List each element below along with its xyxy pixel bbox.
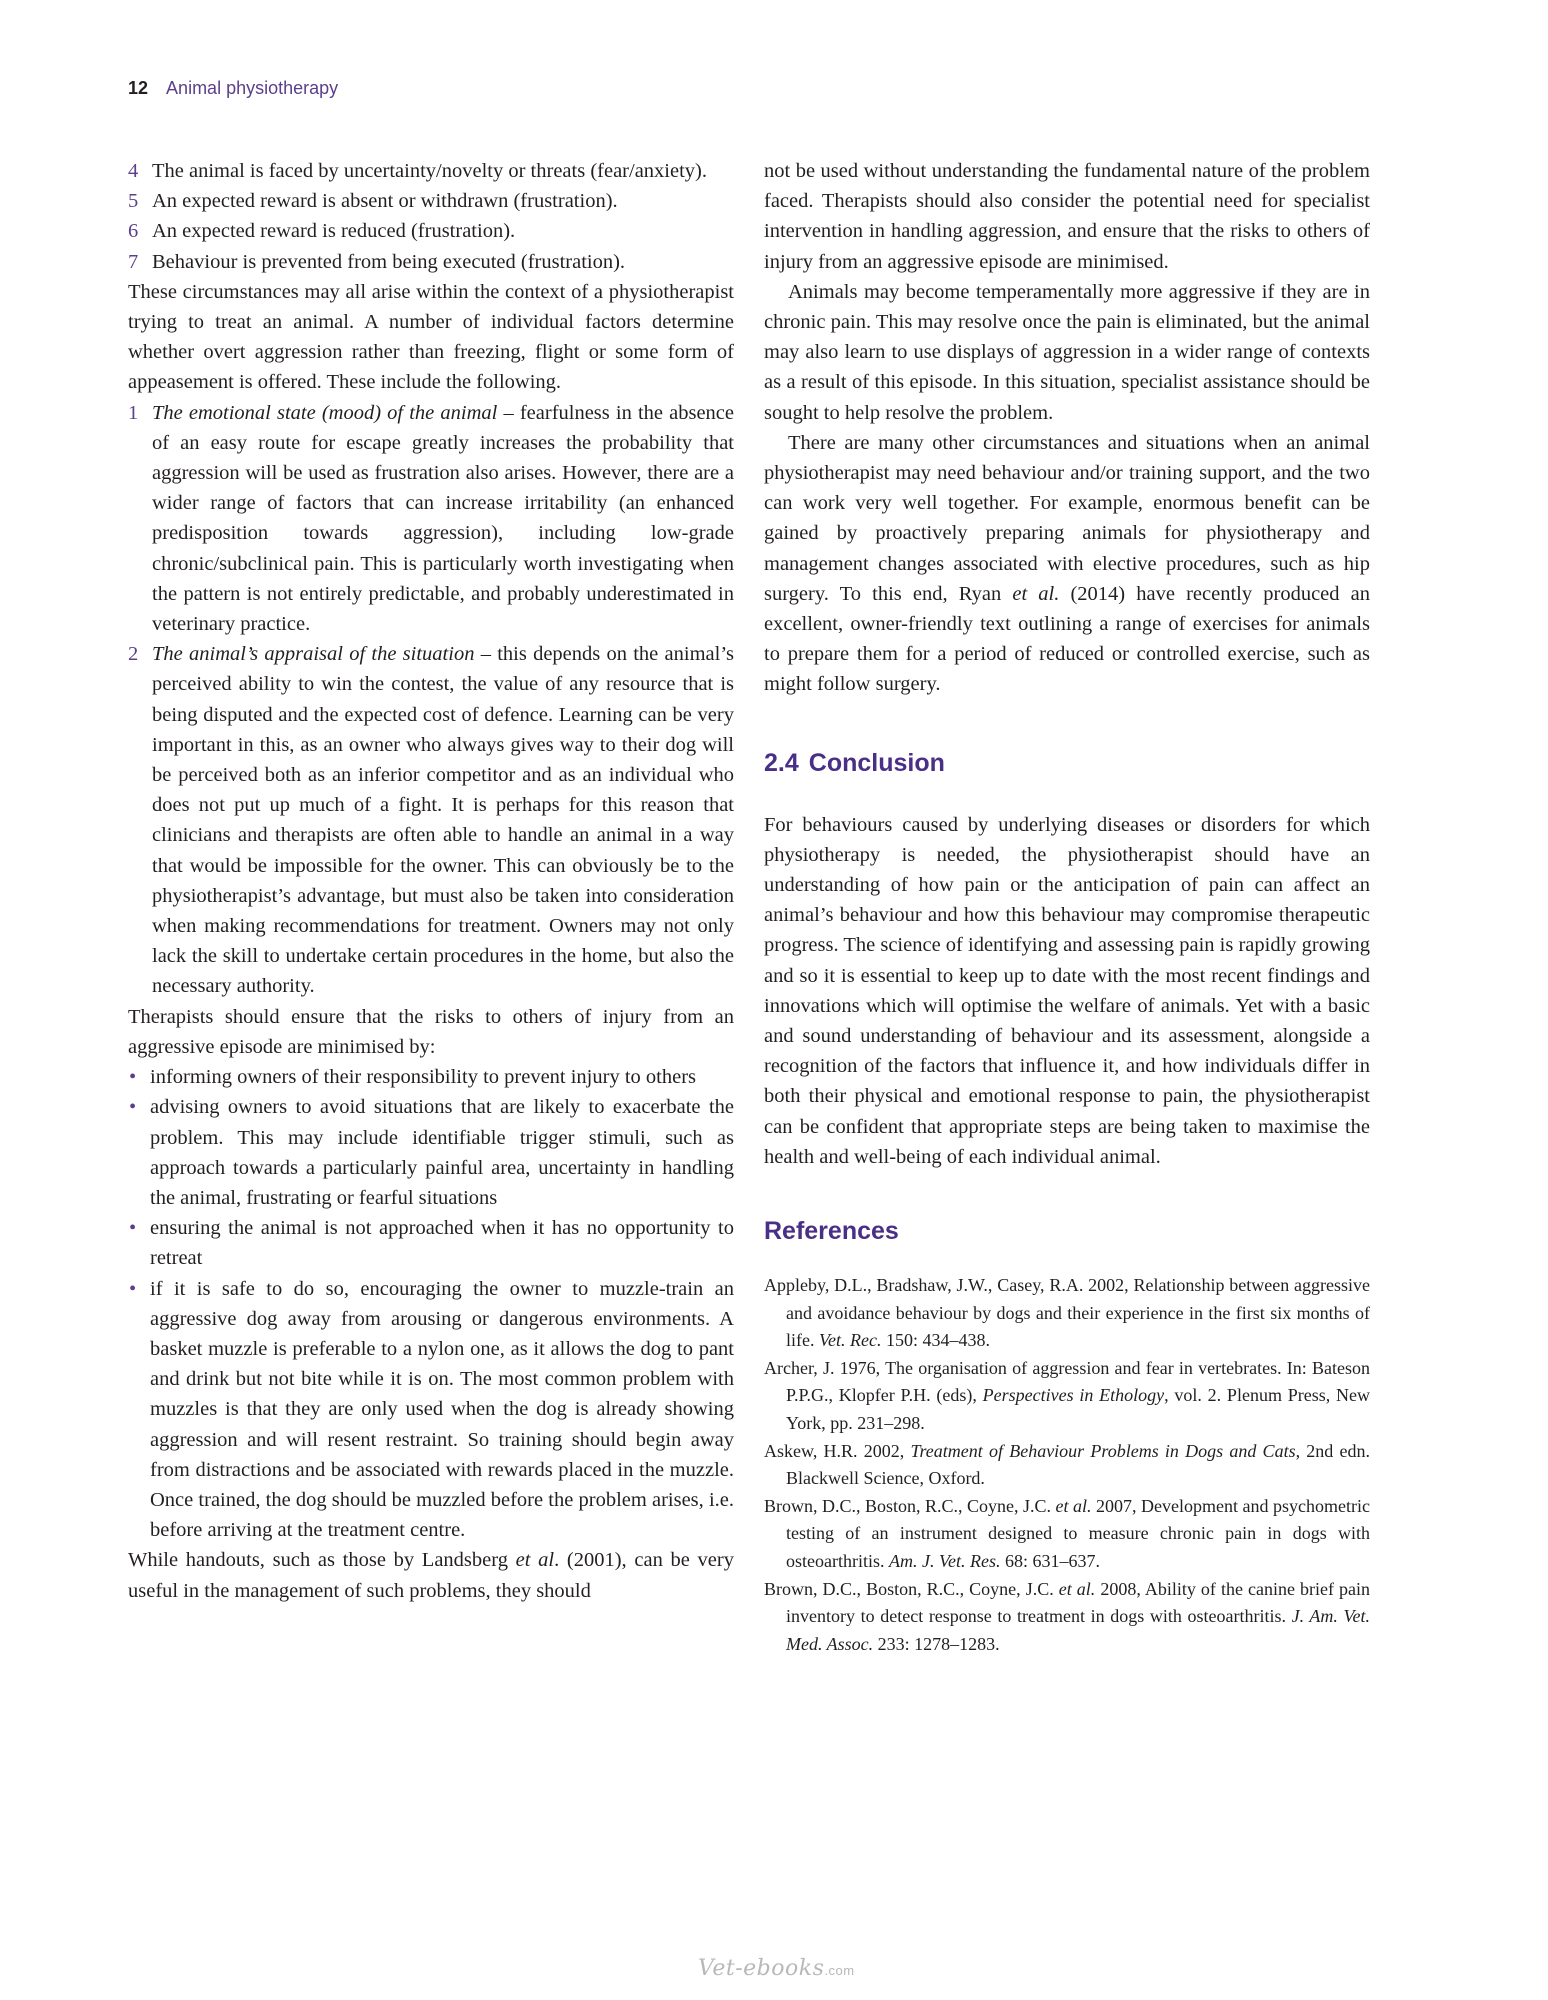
list-number: 6 bbox=[128, 220, 139, 243]
ref-text: , vol. 2. Plenum Press, New York, pp. 231–298. bbox=[786, 1385, 1370, 1434]
paragraph-text: There are many other circumstances and situations when an animal physiotherapist may need behaviour and/or training support, and the two can work very well together. For example, enormous benefit can be gained by proactively preparing animals for physiotherapy and management changes associated with elective procedures, such as hip surgery. To this end, Ryan bbox=[764, 431, 1370, 605]
list-text: An expected reward is reduced (frustration). bbox=[152, 220, 516, 243]
reference-item bbox=[764, 1355, 1370, 1438]
causes-list bbox=[128, 156, 734, 277]
list-term: The animal’s appraisal of the situation bbox=[152, 643, 475, 666]
bullet-item bbox=[128, 1274, 734, 1546]
paragraph: Animals may become temperamentally more aggressive if they are in chronic pain. This may resolve once the pain is eliminated, but the animal may also learn to use displays of aggression in a wider range of contexts as a result of this episode. In this situation, specialist assistance should be sought to help resolve the problem. bbox=[764, 280, 1370, 424]
paragraph bbox=[128, 1545, 734, 1605]
list-item bbox=[128, 216, 734, 246]
left-column bbox=[128, 156, 734, 1606]
et-al: et al bbox=[515, 1549, 555, 1572]
reference-item bbox=[764, 1493, 1370, 1576]
section-title: Conclusion bbox=[808, 748, 945, 777]
list-number: 5 bbox=[128, 190, 139, 213]
list-item bbox=[128, 156, 734, 186]
list-item bbox=[128, 398, 734, 640]
page-number: 12 bbox=[128, 78, 149, 98]
reference-item bbox=[764, 1438, 1370, 1493]
ref-journal: Am. J. Vet. Res. bbox=[888, 1551, 1001, 1572]
watermark-logo bbox=[698, 1956, 855, 1981]
reference-item bbox=[764, 1272, 1370, 1355]
watermark-domain: .com bbox=[824, 1963, 855, 1978]
list-text: The animal is faced by uncertainty/novelty or threats (fear/anxiety). bbox=[152, 160, 707, 182]
ref-text: 150: 434–438. bbox=[881, 1330, 990, 1351]
list-number: 4 bbox=[128, 160, 139, 182]
paragraph: These circumstances may all arise within the context of a physiotherapist trying to treat an animal. A number of individual factors determine whether overt aggression rather than freezing, flight or some form of appeasement is offered. These include the following. bbox=[128, 280, 734, 394]
bullet-item bbox=[128, 1062, 734, 1092]
et-al: et al. bbox=[1055, 1495, 1092, 1516]
paragraph-text: While handouts, such as those by Landsberg bbox=[128, 1549, 516, 1572]
et-al: et al. bbox=[1012, 582, 1060, 605]
list-item bbox=[128, 247, 734, 277]
list-item bbox=[128, 186, 734, 216]
paragraph: not be used without understanding the fundamental nature of the problem faced. Therapists should also consider the potential need for specialist intervention in handling aggression, and ensure that the risks to others of injury from an aggressive episode are minimised. bbox=[764, 160, 1370, 273]
paragraph-text: (2014) have recently produced an excellent, owner-friendly text outlining a range of exercises for animals to prepare them for a period of reduced or controlled exercise, such as might follow surgery. bbox=[764, 582, 1370, 696]
watermark-text: Vet-ebooks bbox=[698, 1956, 825, 1981]
reference-item bbox=[764, 1576, 1370, 1659]
bullet-text: ensuring the animal is not approached when it has no opportunity to retreat bbox=[150, 1217, 734, 1270]
et-al: et al. bbox=[1058, 1578, 1096, 1599]
section-number: 2.4 bbox=[764, 748, 799, 777]
list-term: The emotional state (mood) of the animal bbox=[152, 401, 498, 424]
ref-text: Brown, D.C., Boston, R.C., Coyne, J.C. bbox=[764, 1578, 1059, 1599]
paragraph: Therapists should ensure that the risks to others of injury from an aggressive episode are minimised by: bbox=[128, 1005, 734, 1058]
list-number: 7 bbox=[128, 250, 139, 273]
ref-text: 2007, Development and psychometric testing of an instrument designed to measure chronic pain in dogs with osteoarthritis. bbox=[786, 1495, 1370, 1572]
list-number: 2 bbox=[128, 643, 139, 666]
right-column bbox=[764, 156, 1370, 1658]
ref-text: 233: 1278–1283. bbox=[873, 1633, 1000, 1654]
running-title: Animal physiotherapy bbox=[166, 78, 339, 98]
reference-list bbox=[764, 1272, 1370, 1658]
ref-journal: J. Am. Vet. Med. Assoc. bbox=[786, 1606, 1370, 1654]
bullet-text: if it is safe to do so, encouraging the owner to muzzle-train an aggressive dog away from arousing or dangerous environments. A basket muzzle is preferable to a nylon one, as it allows the dog to pant and drink but not bite while it is on. The most common problem with muzzles is that they are only used when the dog is already showing aggression and will resent restraint. So training should begin away from distractions and be associated with rewards placed in the muzzle. Once trained, the dog should be muzzled before the problem arises, i.e. before arriving at the treatment centre. bbox=[150, 1277, 734, 1542]
list-text: – fearfulness in the absence of an easy route for escape greatly increases the probability that aggression will be used as frustration also arises. However, there are a wider range of factors that can increase irritability (an enhanced predisposition towards aggression), including low-grade chronic/subclinical pain. This is particularly worth investigating when the pattern is not entirely predictable, and probably underestimated in veterinary practice. bbox=[152, 401, 734, 636]
bullet-icon: • bbox=[129, 1277, 137, 1300]
list-number: 1 bbox=[128, 401, 139, 424]
ref-text: Appleby, D.L., Bradshaw, J.W., Casey, R.A. 2002, Relationship between aggressive and avoidance behaviour by dogs and their experience in the first six months of life. bbox=[764, 1275, 1370, 1351]
ref-text: Archer, J. 1976, The organisation of aggression and fear in vertebrates. In: Bateson P.P.G., Klopfer P.H. (eds), bbox=[764, 1357, 1370, 1406]
factors-list bbox=[128, 398, 734, 1002]
bullet-icon: • bbox=[129, 1217, 137, 1240]
list-text: Behaviour is prevented from being executed (frustration). bbox=[152, 250, 626, 273]
bullet-icon: • bbox=[129, 1096, 137, 1119]
bullet-item bbox=[128, 1213, 734, 1273]
conclusion-paragraph: For behaviours caused by underlying diseases or disorders for which physiotherapy is needed, the physiotherapist should have an understanding of how pain or the anticipation of pain can affect an animal’s behaviour and how this behaviour may compromise therapeutic progress. The science of identifying and assessing pain is rapidly growing and so it is essential to keep up to date with the most recent findings and innovations which will optimise the welfare of animals. Yet with a basic and sound understanding of behaviour and its assessment, alongside a recognition of the factors that influence it, and how individuals differ in both their physical and emotional response to pain, the physiotherapist can be confident that appropriate steps are being taken to maximise the health and well-being of each individual animal. bbox=[764, 813, 1370, 1168]
ref-journal: Treatment of Behaviour Problems in Dogs and Cats bbox=[910, 1440, 1296, 1461]
list-item bbox=[128, 639, 734, 1001]
bullet-list bbox=[128, 1062, 734, 1545]
ref-journal: Vet. Rec. bbox=[819, 1330, 882, 1351]
references-heading: References bbox=[764, 1217, 899, 1246]
ref-journal: Perspectives in Ethology bbox=[982, 1385, 1165, 1406]
ref-text: 68: 631–637. bbox=[1000, 1551, 1100, 1572]
bullet-text: informing owners of their responsibility to prevent injury to others bbox=[150, 1066, 697, 1089]
paragraph-text: . (2001), can be very useful in the management of such problems, they should bbox=[128, 1549, 734, 1602]
ref-text: 2008, Ability of the canine brief pain inventory to detect response to treatment in dogs with osteoarthritis. bbox=[786, 1578, 1370, 1627]
ref-text: Brown, D.C., Boston, R.C., Coyne, J.C. bbox=[764, 1495, 1056, 1516]
ref-text: Askew, H.R. 2002, bbox=[764, 1440, 911, 1461]
ref-text: , 2nd edn. Blackwell Science, Oxford. bbox=[786, 1440, 1370, 1489]
running-head bbox=[128, 76, 338, 100]
section-heading-conclusion bbox=[764, 748, 1370, 778]
bullet-text: advising owners to avoid situations that are likely to exacerbate the problem. This may include identifiable trigger stimuli, such as approach towards a particularly painful area, uncertainty in handling the animal, frustrating or fearful situations bbox=[150, 1096, 734, 1209]
bullet-icon: • bbox=[129, 1066, 137, 1089]
bullet-item bbox=[128, 1092, 734, 1213]
list-text: – this depends on the animal’s perceived ability to win the contest, the value of any resource that is being disputed and the expected cost of defence. Learning can be very important in this, as an owner who always gives way to their dog will be perceived both as an inferior competitor and as an individual who does not put up much of a fight. It is perhaps for this reason that clinicians and therapists are often able to handle an animal in a way that would be impossible for the owner. This can obviously be to the physiotherapist’s advantage, but must also be taken into consideration when making recommendations for treatment. Owners may not only lack the skill to undertake certain procedures in the home, but also the necessary authority. bbox=[152, 643, 734, 998]
list-text: An expected reward is absent or withdrawn (frustration). bbox=[152, 190, 618, 213]
paragraph bbox=[764, 428, 1370, 700]
